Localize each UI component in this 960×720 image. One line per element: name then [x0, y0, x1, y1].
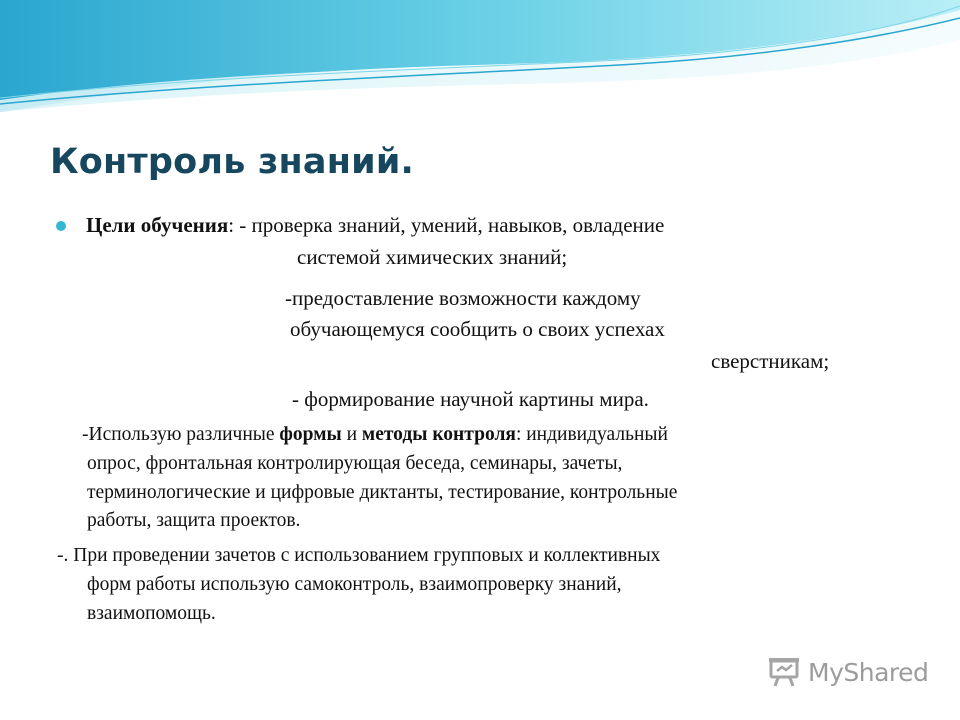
slide-title: Контроль знаний. [50, 142, 415, 182]
methods-methods: методы контроля [361, 424, 516, 445]
methods-rest: : индивидуальный [515, 424, 668, 445]
tests-line-2: форм работы использую самоконтроль, взаимопроверку знаний, [87, 574, 622, 595]
goal2-line-1: -предоставление возможности каждому [285, 286, 641, 310]
tests-line-1: -. При проведении зачетов с использованием групповых и коллективных [57, 545, 661, 566]
myshared-watermark [768, 656, 928, 688]
methods-line-2: опрос, фронтальная контролирующая беседа, семинары, зачеты, [87, 453, 623, 474]
goal3-line: - формирование научной картины мира. [292, 387, 649, 411]
methods-line-1 [82, 423, 668, 447]
watermark-text: MyShared [808, 657, 929, 687]
methods-line-4: работы, защита проектов. [87, 510, 301, 531]
methods-forms: формы [279, 424, 342, 445]
tests-line-3: взаимопомощь. [87, 603, 216, 624]
methods-line-3: терминологические и цифровые диктанты, тестирование, контрольные [87, 482, 678, 503]
bullet-icon [56, 221, 66, 231]
goals-text-1: : - проверка знаний, умений, навыков, овладение [228, 213, 665, 237]
goal2-line-3: сверстникам; [711, 349, 830, 373]
presentation-icon [768, 656, 802, 688]
goals-line-1 [86, 212, 664, 238]
goal2-line-2: обучающемуся сообщить о своих успехах [290, 317, 665, 341]
methods-and: и [341, 424, 362, 445]
header-wave-decoration [0, 0, 960, 130]
goals-label: Цели обучения [86, 213, 229, 237]
methods-prefix: -Использую различные [82, 424, 280, 445]
goals-line-2: системой химических знаний; [297, 245, 568, 269]
